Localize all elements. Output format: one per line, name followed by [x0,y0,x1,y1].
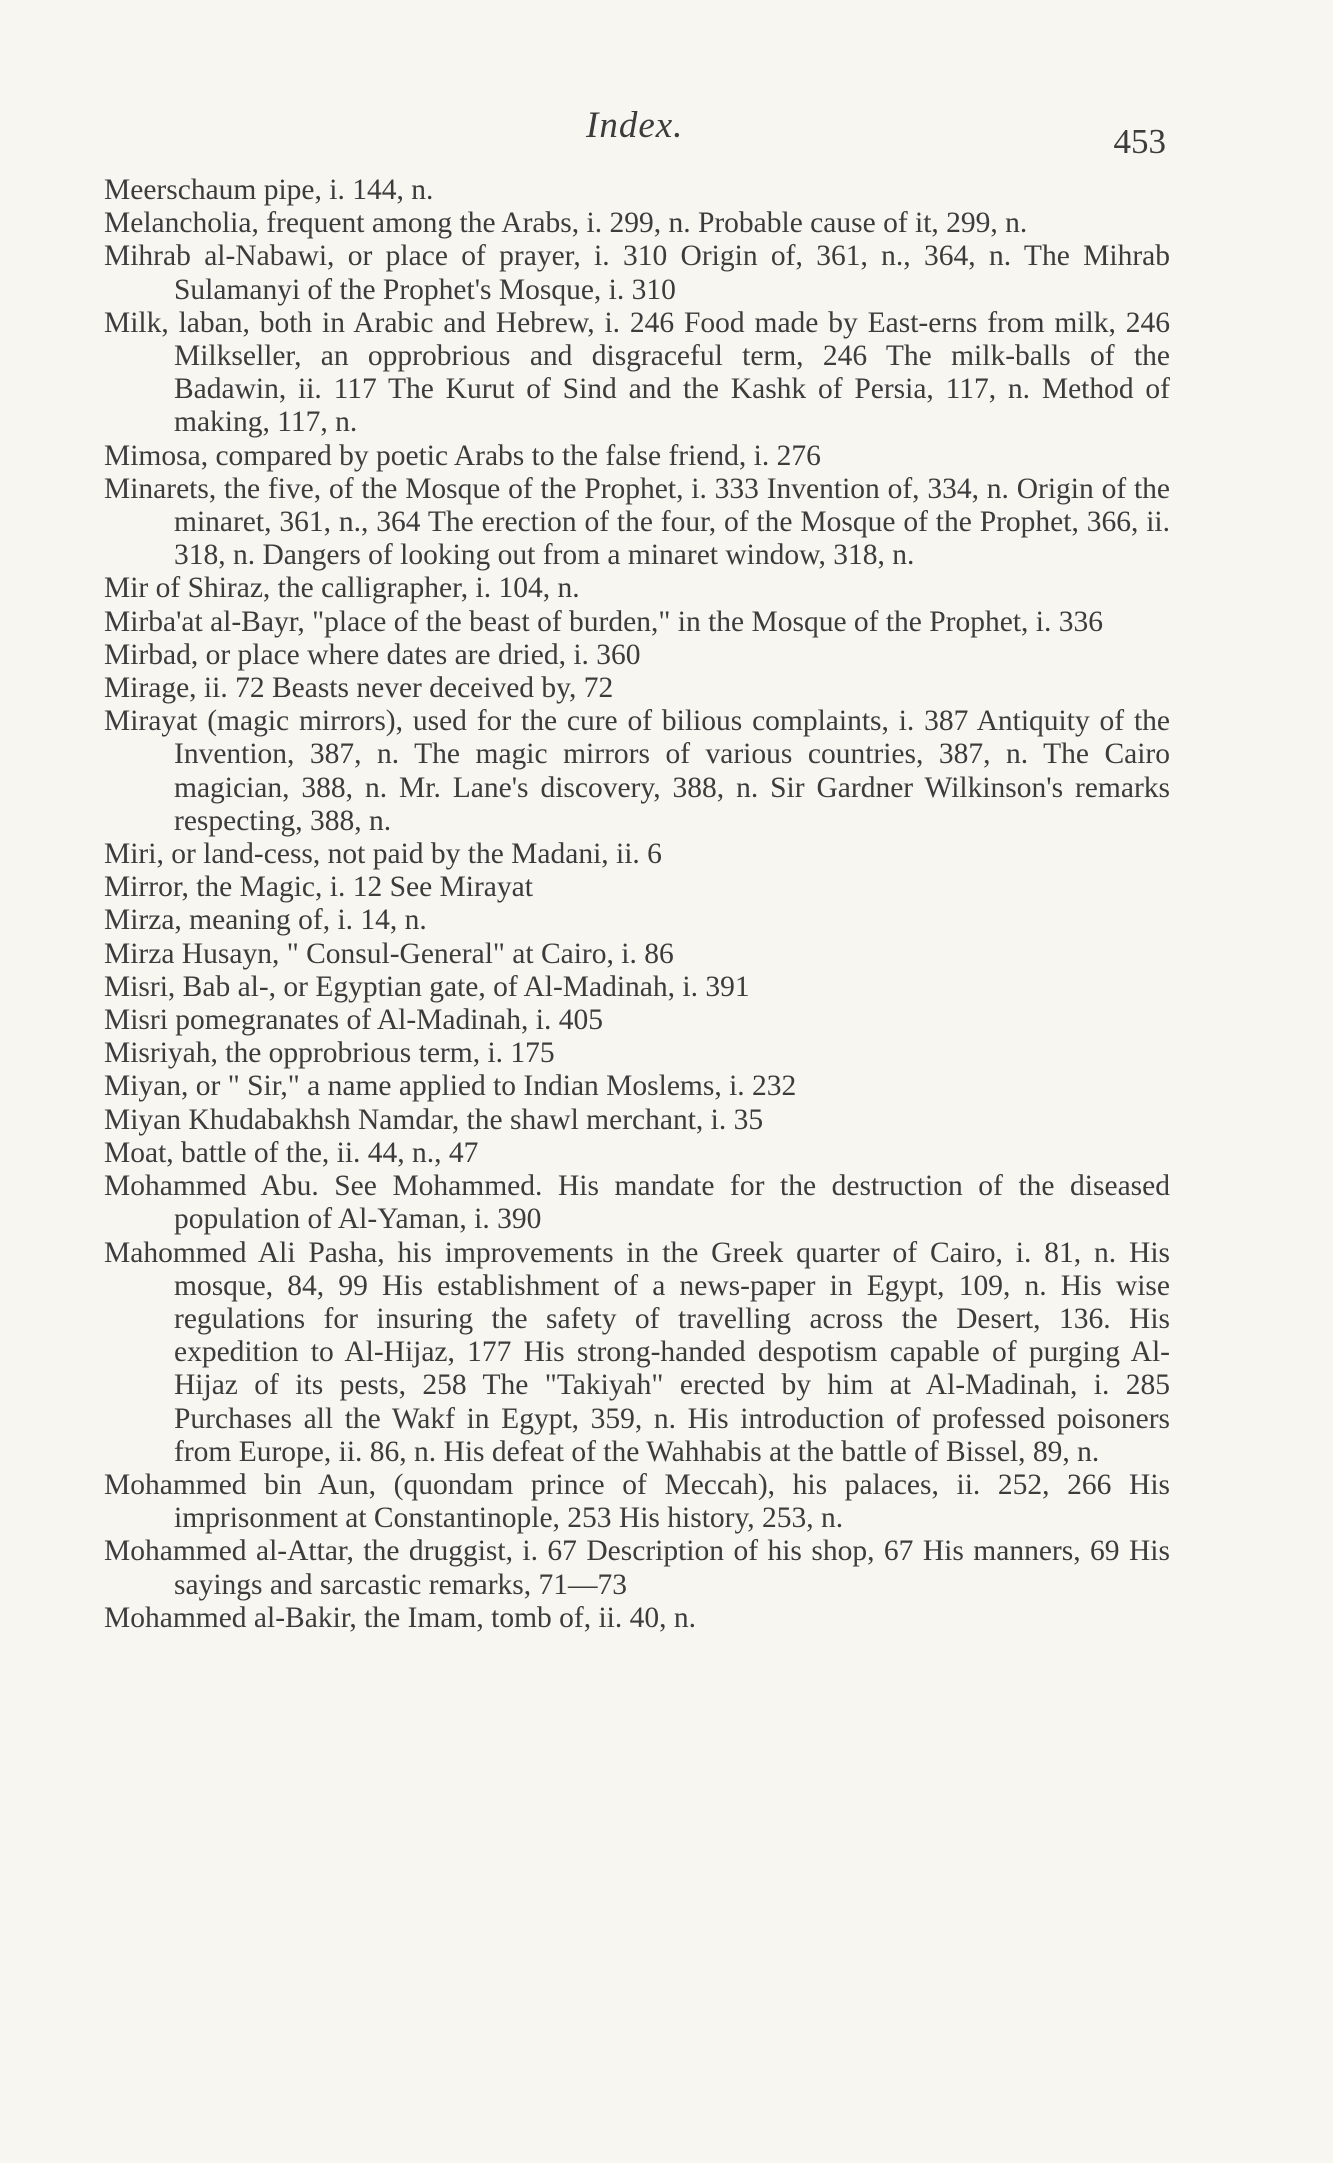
index-list [104,174,1170,1635]
index-entry-miyan-khudabakhsh: Miyan Khudabakhsh Namdar, the shawl merchant, i. 35 [104,1103,764,1136]
index-entry-mihrab-al-nabawi: Mihrab al-Nabawi, or place of prayer, i. 310 Origin of, 361, n., 364, n. The Mihrab Sulamanyi of the Prophet's Mosque, i. 310 [104,240,1170,306]
index-entry-mirbaat-al-bayr: Mirba'at al-Bayr, "place of the beast of burden," in the Mosque of the Prophet, i. 336 [104,605,1103,638]
index-entry-minarets: Minarets, the five, of the Mosque of the Prophet, i. 333 Invention of, 334, n. Origin of the minaret, 361, n., 364 The erection of the four, of the Mosque of the Prophet, 366, ii. 318, n. Dangers of looking out from a minaret window, 318, n. [104,472,1170,572]
index-entry-mohammed-al-bakir: Mohammed al-Bakir, the Imam, tomb of, ii. 40, n. [104,1601,696,1634]
index-entry-mir-of-shiraz: Mir of Shiraz, the calligrapher, i. 104, n. [104,572,580,605]
index-entry-mirbad: Mirbad, or place where dates are dried, i. 360 [104,638,641,671]
index-entry-mirza-husayn: Mirza Husayn, " Consul-General" at Cairo, i. 86 [104,937,674,970]
index-entry-miyan: Miyan, or " Sir," a name applied to Indian Moslems, i. 232 [104,1070,797,1103]
page-number: 453 [1113,122,1166,161]
index-entry-meerschaum-pipe: Meerschaum pipe, i. 144, n. [104,174,434,206]
page-header [106,104,1166,164]
index-entry-mahommed-ali-pasha: Mahommed Ali Pasha, his improvements in the Greek quarter of Cairo, i. 81, n. His mosque, 84, 99 His establishment of a news-paper in Egypt, 109, n. His wise regulations for insuring the safety of travelling across the Desert, 136. His expedition to Al-Hijaz, 177 His strong-handed despotism capable of purging Al-Hijaz of its pests, 258 The "Takiyah" erected by him at Al-Madinah, i. 285 Purchases all the Wakf in Egypt, 359, n. His introduction of professed poisoners from Europe, ii. 86, n. His defeat of the Wahhabis at the battle of Bissel, 89, n. [104,1236,1170,1468]
index-entry-misriyah: Misriyah, the opprobrious term, i. 175 [104,1037,555,1070]
index-entry-miri: Miri, or land-cess, not paid by the Madani, ii. 6 [104,838,662,871]
index-entry-melancholia: Melancholia, frequent among the Arabs, i. 299, n. Probable cause of it, 299, n. [104,207,1028,240]
index-entry-mirza: Mirza, meaning of, i. 14, n. [104,904,427,937]
index-entry-misri-pomegranates: Misri pomegranates of Al-Madinah, i. 405 [104,1004,603,1037]
index-entry-mohammed-al-attar: Mohammed al-Attar, the druggist, i. 67 Description of his shop, 67 His manners, 69 His sayings and sarcastic remarks, 71—73 [104,1535,1170,1601]
index-entry-mirage: Mirage, ii. 72 Beasts never deceived by, 72 [104,672,614,705]
index-entry-mirayat: Mirayat (magic mirrors), used for the cure of bilious complaints, i. 387 Antiquity of the Invention, 387, n. The magic mirrors of various countries, 387, n. The Cairo magician, 388, n. Mr. Lane's discovery, 388, n. Sir Gardner Wilkinson's remarks respecting, 388, n. [104,705,1170,837]
index-entry-moat: Moat, battle of the, ii. 44, n., 47 [104,1136,479,1169]
index-entry-mohammed-bin-aun: Mohammed bin Aun, (quondam prince of Meccah), his palaces, ii. 252, 266 His imprisonment at Constantinople, 253 His history, 253, n. [104,1468,1170,1535]
index-entry-misri-bab-al: Misri, Bab al-, or Egyptian gate, of Al-Madinah, i. 391 [104,970,750,1003]
running-title: Index. [586,105,684,146]
index-entry-mirror-the-magic: Mirror, the Magic, i. 12 See Mirayat [104,871,533,904]
index-entry-mimosa: Mimosa, compared by poetic Arabs to the false friend, i. 276 [104,439,821,472]
index-entry-milk: Milk, laban, both in Arabic and Hebrew, i. 246 Food made by East-erns from milk, 246 Milkseller, an opprobrious and disgraceful term, 246 The milk-balls of the Badawin, ii. 117 The Kurut of Sind and the Kashk of Persia, 117, n. Method of making, 117, n. [104,306,1170,439]
index-entry-mohammed-abu: Mohammed Abu. See Mohammed. His mandate for the destruction of the diseased population of Al-Yaman, i. 390 [104,1170,1170,1236]
